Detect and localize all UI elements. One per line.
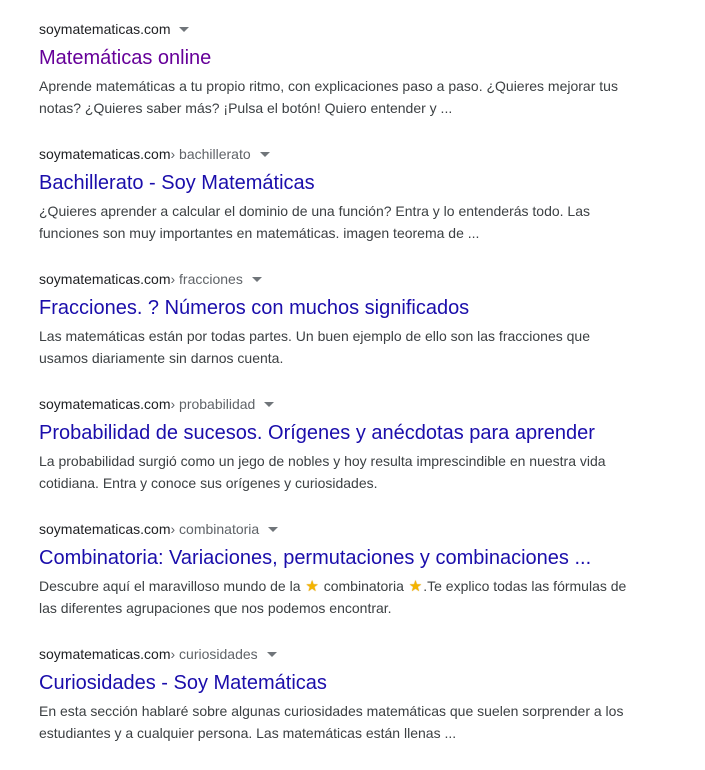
search-result: [39, 270, 669, 395]
snippet-text: .Te explico todas las fórmulas de las diferentes agrupaciones que nos podemos encontrar.: [39, 578, 627, 616]
chevron-down-icon[interactable]: [179, 27, 189, 32]
result-title-link[interactable]: Probabilidad de sucesos. Orígenes y anécdotas para aprender: [39, 422, 595, 444]
result-snippet: ¿Quieres aprender a calcular el dominio de una función? Entra y lo entenderás todo. Las funciones son muy importantes en matemáticas. imagen teorema de ...: [39, 203, 591, 241]
snippet-text: Descubre aquí el maravilloso mundo de la: [39, 578, 305, 594]
search-result: [39, 520, 669, 645]
result-path: › fracciones: [170, 271, 243, 287]
result-snippet: [39, 575, 639, 619]
result-path: › bachillerato: [170, 146, 251, 162]
chevron-down-icon[interactable]: [264, 402, 274, 407]
result-title-link[interactable]: Matemáticas online: [39, 47, 212, 69]
result-snippet: Las matemáticas están por todas partes. Un buen ejemplo de ello son las fracciones que usamos diariamente sin darnos cuenta.: [39, 328, 590, 366]
result-domain: soymatematicas.com: [39, 146, 171, 162]
result-snippet: La probabilidad surgió como un jego de nobles y hoy resulta imprescindible en nuestra vida cotidiana. Entra y conoce sus orígenes y curiosidades.: [39, 453, 606, 491]
result-path: › curiosidades: [170, 646, 258, 662]
result-path: › combinatoria: [170, 521, 260, 537]
star-icon: ★: [305, 578, 319, 595]
result-title-link[interactable]: Combinatoria: Variaciones, permutaciones y combinaciones ...: [39, 547, 592, 569]
chevron-down-icon[interactable]: [267, 652, 277, 657]
result-snippet: En esta sección hablaré sobre algunas curiosidades matemáticas que suelen sorprender a los estudiantes y a cualquier persona. Las matemáticas están llenas ...: [39, 703, 624, 741]
result-url: [39, 395, 669, 413]
result-title-link[interactable]: Curiosidades - Soy Matemáticas: [39, 672, 327, 694]
result-path: › probabilidad: [170, 396, 256, 412]
result-url: [39, 645, 669, 663]
result-domain: soymatematicas.com: [39, 271, 171, 287]
result-domain: soymatematicas.com: [39, 521, 171, 537]
result-domain: soymatematicas.com: [39, 21, 171, 37]
result-url: [39, 20, 669, 38]
chevron-down-icon[interactable]: [268, 527, 278, 532]
result-snippet: Aprende matemáticas a tu propio ritmo, con explicaciones paso a paso. ¿Quieres mejorar tus notas? ¿Quieres saber más? ¡Pulsa el botón! Quiero entender y ...: [39, 78, 618, 116]
result-title-link[interactable]: Bachillerato - Soy Matemáticas: [39, 172, 315, 194]
search-results: [39, 20, 669, 770]
result-title-link[interactable]: Fracciones. ? Números con muchos significados: [39, 297, 470, 319]
search-result: [39, 20, 669, 145]
search-result: [39, 145, 669, 270]
result-domain: soymatematicas.com: [39, 396, 171, 412]
search-result: [39, 645, 669, 770]
result-domain: soymatematicas.com: [39, 646, 171, 662]
result-url: [39, 270, 669, 288]
star-icon: ★: [408, 578, 423, 595]
result-url: [39, 145, 669, 163]
chevron-down-icon[interactable]: [252, 277, 262, 282]
chevron-down-icon[interactable]: [260, 152, 270, 157]
result-url: [39, 520, 669, 538]
snippet-text: combinatoria: [319, 578, 408, 594]
search-result: [39, 395, 669, 520]
